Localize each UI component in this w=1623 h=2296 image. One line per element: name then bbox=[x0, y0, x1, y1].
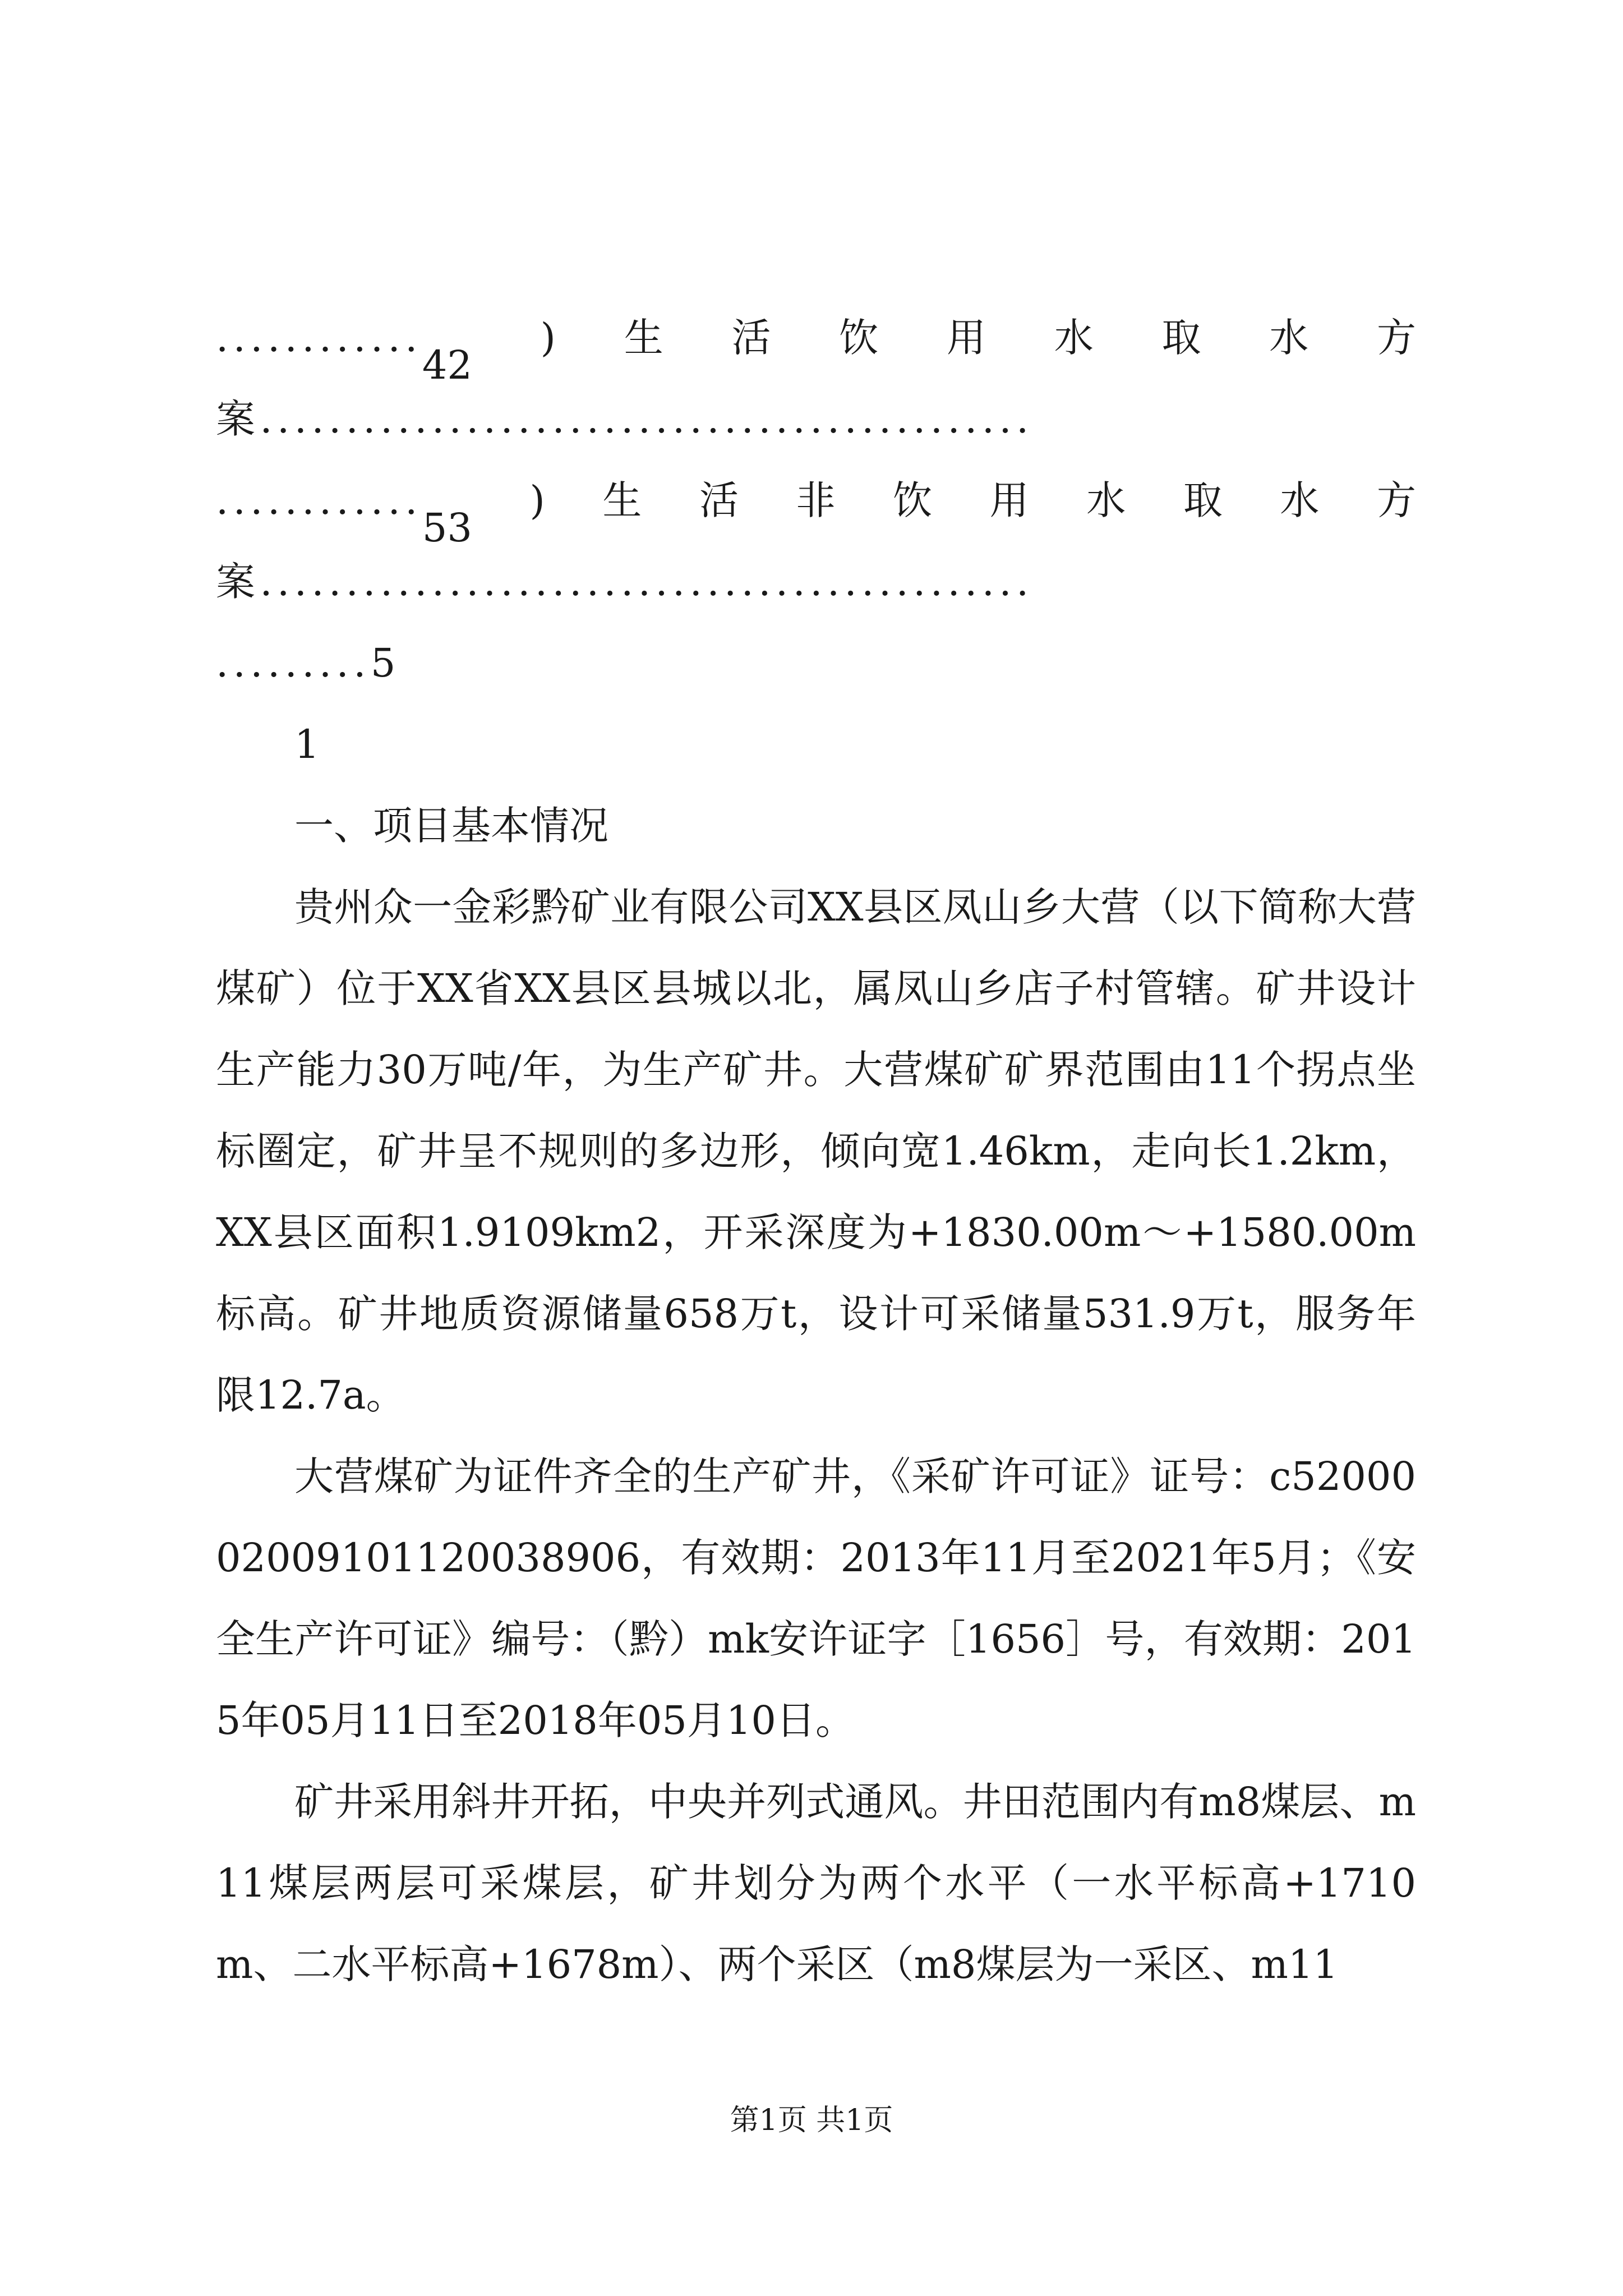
toc-entry-number: ) bbox=[529, 477, 545, 523]
toc-leader-dots: ............42 bbox=[216, 315, 472, 388]
paragraph-3: 矿井采用斜井开拓，中央并列式通风。井田范围内有m8煤层、m11煤层两层可采煤层，矿井划分为两个水平（一水平标高+1710m、二水平标高+1678m）、两个采区（m8煤层为一采区、m11 bbox=[216, 1779, 1416, 1987]
toc-title-char: 饮 bbox=[893, 477, 933, 523]
toc-title-char: 活 bbox=[699, 477, 739, 523]
toc-title-char: 方 bbox=[1376, 315, 1416, 361]
toc-line-2: 案............................................. bbox=[216, 396, 1034, 442]
toc-title-char: 用 bbox=[946, 315, 986, 361]
toc-title-char: 生 bbox=[602, 477, 642, 523]
document-body bbox=[216, 297, 1416, 2005]
toc-title-char: 饮 bbox=[839, 315, 879, 361]
page-footer: 第1页 共1页 bbox=[730, 2104, 893, 2137]
toc-title-char: 生 bbox=[624, 315, 663, 361]
toc-leader-dots: ............53 bbox=[216, 477, 472, 551]
toc-title-char: 取 bbox=[1183, 477, 1223, 523]
toc-title-char: 水 bbox=[1280, 477, 1320, 523]
toc-title-char: 活 bbox=[731, 315, 771, 361]
toc-line-3 bbox=[216, 460, 1416, 551]
toc-title-char: 用 bbox=[989, 477, 1029, 523]
section-heading: 一、项目基本情况 bbox=[294, 803, 608, 849]
toc-line-4: 案............................................. bbox=[216, 559, 1034, 605]
toc-line-1 bbox=[216, 297, 1416, 388]
paragraph-2: 大营煤矿为证件齐全的生产矿井，《采矿许可证》证号：c5200002009101120038906，有效期：2013年11月至2021年5月；《安全生产许可证》编号：（黔）mk安许证字［1656］号，有效期：2015年05月11日至2018年05月10日。 bbox=[216, 1453, 1416, 1743]
toc-title-char: 方 bbox=[1376, 477, 1416, 523]
toc-line-5: .........5 bbox=[216, 640, 400, 686]
toc-title-char: 水 bbox=[1054, 315, 1094, 361]
toc-title-char: 非 bbox=[796, 477, 836, 523]
paragraph-1: 贵州众一金彩黔矿业有限公司XX县区凤山乡大营（以下简称大营煤矿）位于XX省XX县区县城以北，属凤山乡店子村管辖。矿井设计生产能力30万吨/年，为生产矿井。大营煤矿矿界范围由11个拐点坐标圈定，矿井呈不规则的多边形，倾向宽1.46km，走向长1.2km，XX县区面积1.9109km2，开采深度为+1830.00m～+1580.00m标高。矿井地质资源储量658万t，设计可采储量531.9万t，服务年限12.7a。 bbox=[216, 884, 1416, 1418]
toc-title-char: 水 bbox=[1086, 477, 1126, 523]
page-marker: 1 bbox=[294, 721, 320, 767]
toc-title-char: 水 bbox=[1269, 315, 1309, 361]
toc-entry-number: ) bbox=[540, 315, 556, 361]
toc-title-char: 取 bbox=[1161, 315, 1201, 361]
